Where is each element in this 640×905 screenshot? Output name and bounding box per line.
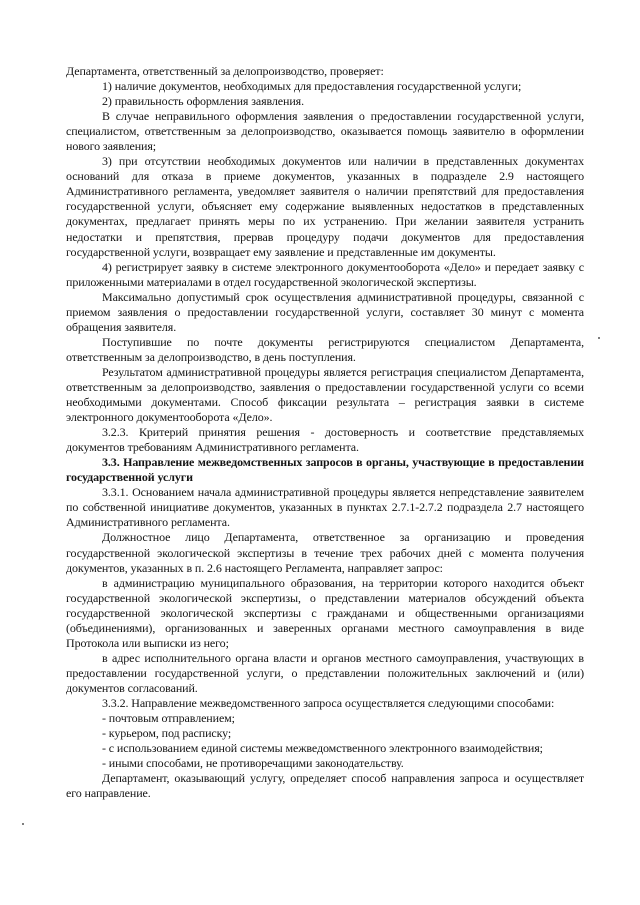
- list-item-2: 2) правильность оформления заявления.: [102, 94, 304, 109]
- method-item-post: - почтовым отправлением;: [102, 711, 235, 726]
- paragraph-mail-registration: Поступившие по почте документы регистрируются специалистом Департамента, ответственным за делопроизводство, в день поступления.: [66, 334, 584, 364]
- paragraph-3-3-1: 3.3.1. Основанием начала административной процедуры является непредставление заявителем по собственной инициативе документов, указанных в пунктах 2.7.1-2.7.2 подраздела 2.7 настоящего Административного регламента.: [66, 485, 584, 530]
- paragraph-incorrect-application: В случае неправильного оформления заявления о предоставлении государственной услуги, специалистом, ответственным за делопроизводство, оказывается помощь заявителю в оформлении нового заявления;: [66, 109, 584, 154]
- paragraph-max-duration: Максимально допустимый срок осуществления административной процедуры, связанной с приемом заявления о предоставлении государственной услуги, составляет 30 минут с момента обращения заявителя.: [66, 289, 584, 334]
- method-item-courier: - курьером, под расписку;: [102, 726, 232, 741]
- paragraph-continuation: Департамента, ответственный за делопроизводство, проверяет:: [66, 64, 384, 78]
- paragraph-procedure-result: Результатом административной процедуры является регистрация специалистом Департамента, ответственным за делопроизводство, заявления о предоставлении государственной услуги со всеми необходимыми документами. Способ фиксации результата – регистрация заявки в системе электронного документооборота «Дело».: [66, 364, 584, 425]
- paragraph-official: Должностное лицо Департамента, ответственное за организацию и проведения государственной экологической экспертизы в течение трех рабочих дней с момента получения документов, указанных в п. 2.6 настоящего Регламента, направляет запрос:: [66, 530, 584, 575]
- paragraph-request-municipal: в администрацию муниципального образования, на территории которого находится объект государственной экологической экспертизы, о представлении материалов обсуждений объекта государственной экологической экспертизы с гражданами и общественными организациями (объединениями), организованных и заверенных органами местного самоуправления в виде Протокола или выписки из него;: [66, 575, 584, 650]
- paragraph-department-method: Департамент, оказывающий услугу, определяет способ направления запроса и осуществляет его направление.: [66, 771, 584, 801]
- section-heading-3-3: 3.3. Направление межведомственных запросов в органы, участвующие в предоставлении государственной услуги: [66, 455, 584, 485]
- document-body: [66, 64, 584, 801]
- method-item-electronic: - с использованием единой системы межведомственного электронного взаимодействия;: [102, 741, 543, 756]
- list-item-1: 1) наличие документов, необходимых для предоставления государственной услуги;: [102, 79, 522, 94]
- paragraph-request-executive: в адрес исполнительного органа власти и органов местного самоуправления, участвующих в предоставлении государственной услуги, о представлении положительных заключений и (или) документов согласований.: [66, 650, 584, 695]
- list-item-4: 4) регистрирует заявку в системе электронного документооборота «Дело» и передает заявку с приложенными материалами в отдел государственной экологической экспертизы.: [66, 259, 584, 289]
- paragraph-3-3-2: 3.3.2. Направление межведомственного запроса осуществляется следующими способами:: [102, 695, 555, 710]
- list-item-3: 3) при отсутствии необходимых документов или наличии в представленных документах оснований для отказа в приеме документов, указанных в подразделе 2.9 настоящего Административного регламента, уведомляет заявителя о наличии препятствий для предоставления государственной услуги, объясняет ему содержание выявленных недостатков в представленных документах, предлагает принять меры по их устранению. При желании заявителя устранить недостатки и препятствия, прервав процедуру подачи документов для предоставления государственной услуги, возвращает ему заявление и представленные им документы.: [66, 154, 584, 259]
- scan-speck: [598, 337, 600, 339]
- scan-speck: [22, 823, 24, 825]
- paragraph-3-2-3: 3.2.3. Критерий принятия решения - достоверность и соответствие представляемых документов требованиям Административного регламента.: [66, 425, 584, 455]
- method-item-other: - иными способами, не противоречащими законодательству.: [102, 756, 404, 771]
